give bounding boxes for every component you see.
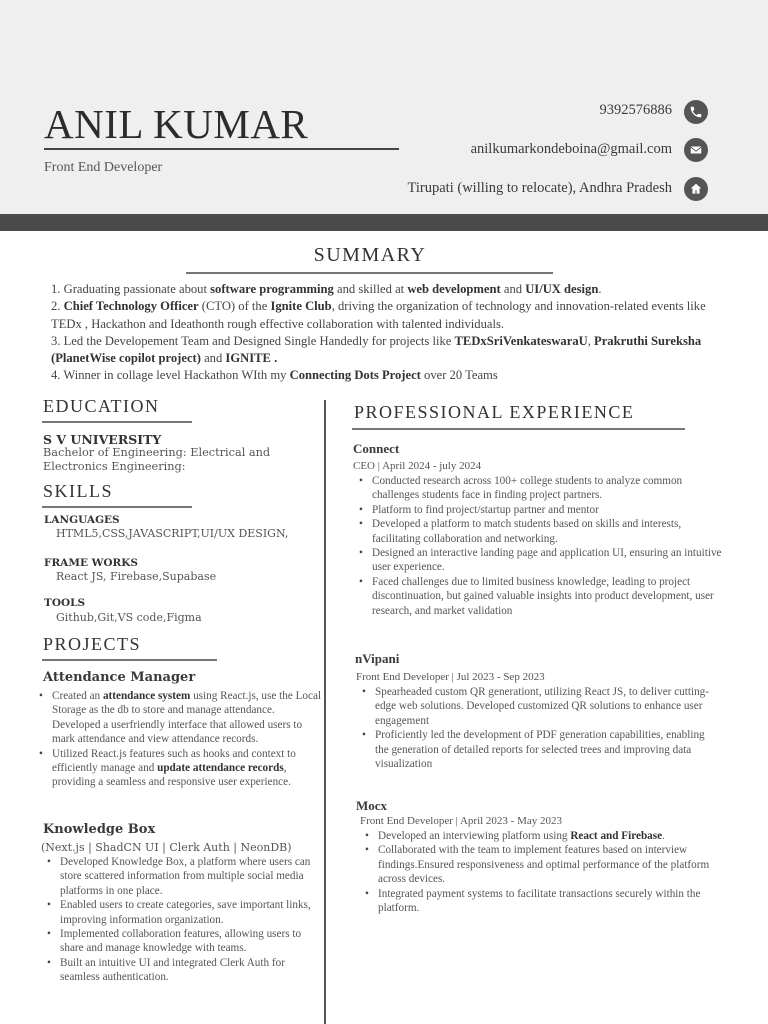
phone-icon (684, 100, 708, 124)
bullet-item (356, 575, 722, 618)
summary-underline (186, 272, 553, 274)
location-text: Tirupati (willing to relocate), Andhra Pradesh (407, 180, 672, 196)
bullet-item (359, 728, 719, 771)
bullet-item (362, 843, 722, 886)
emphasis-text: TEDxSriVenkateswaraU (454, 333, 588, 348)
summary-body (51, 281, 721, 385)
candidate-name: ANIL KUMAR (44, 101, 309, 147)
emphasis-text: React and Firebase (570, 830, 663, 842)
skill-group-label: FRAME WORKS (44, 557, 138, 569)
body-text: Developed a platform to match students based on skills and interests, facilitating collaboration and networking. (372, 518, 682, 545)
body-text: 1. Graduating passionate about (51, 282, 211, 296)
emphasis-text: UI/UX design (525, 282, 599, 296)
summary-item (51, 298, 721, 333)
body-text: Created an (52, 690, 103, 702)
skill-group-label: TOOLS (44, 597, 86, 609)
bullet-item (36, 689, 322, 747)
bullet-item (359, 685, 719, 728)
project-bullets (36, 689, 322, 790)
summary-item (51, 333, 721, 368)
job-bullets (356, 474, 722, 618)
body-text: and (500, 282, 526, 296)
body-text: Proficiently led the development of PDF generation capabilities, enabling the generation of detailed reports for selected trees and improving data visualization (375, 729, 705, 771)
job-company: Connect (353, 441, 400, 456)
project-bullets (44, 855, 322, 985)
body-text: Collaborated with the team to implement features based on interview findings.Ensured responsiveness and optimal performance of the platform across devices. (378, 844, 710, 886)
emphasis-text: attendance system (102, 690, 191, 702)
body-text: Platform to find project/startup partner and mentor (372, 503, 599, 516)
job-meta: Front End Developer | April 2023 - May 2023 (360, 815, 563, 827)
body-text: 2. (51, 299, 64, 314)
job-bullets (362, 829, 722, 915)
experience-heading: PROFESSIONAL EXPERIENCE (354, 402, 635, 422)
body-text: 3. Led the Developement Team and Designed Single Handedly for projects like (51, 333, 455, 348)
emphasis-text: software programming (210, 282, 334, 296)
projects-underline (42, 659, 217, 661)
body-text: . (598, 282, 602, 296)
bullet-item (356, 546, 722, 575)
job-role: Front End Developer (44, 160, 163, 175)
body-text: Enabled users to create categories, save important links, improving information organization. (60, 899, 311, 926)
emphasis-text: IGNITE . (225, 351, 278, 366)
emphasis-text: Chief Technology Officer (63, 299, 199, 314)
education-underline (42, 421, 192, 423)
body-text: Designed an interactive landing page and application UI, ensuring an intuitive user experience. (372, 547, 722, 574)
education-heading: EDUCATION (43, 396, 160, 416)
body-text: (CTO) of the (198, 299, 271, 314)
projects-heading: PROJECTS (43, 634, 142, 654)
skill-group-value: React JS, Firebase,Supabase (56, 570, 217, 583)
header-divider-bar (0, 214, 768, 231)
email-text[interactable]: anilkumarkondeboina@gmail.com (470, 141, 672, 157)
body-text: , driving the organization of technology and innovation-related events like TEDx , Hackathon and Ideathonth rough effective collaboration with talented individuals. (51, 299, 706, 331)
job-meta: CEO | April 2024 - july 2024 (353, 460, 482, 472)
skill-group-value: Github,Git,VS code,Figma (56, 611, 202, 624)
body-text: Built an intuitive UI and integrated Clerk Auth for seamless authentication. (60, 956, 285, 984)
emphasis-text: update attendance records (157, 762, 284, 775)
job-meta: Front End Developer | Jul 2023 - Sep 2023 (356, 671, 545, 683)
body-text: Implemented collaboration features, allowing users to share and manage knowledge with teams. (60, 928, 302, 955)
project-stack: (Next.js | ShadCN UI | Clerk Auth | NeonDB) (41, 841, 292, 854)
emphasis-text: web development (407, 282, 501, 296)
skill-group-label: LANGUAGES (44, 514, 120, 526)
skill-group-value: HTML5,CSS,JAVASCRIPT,UI/UX DESIGN, (56, 527, 289, 540)
phone-text: 9392576886 (599, 102, 672, 118)
mail-icon (684, 138, 708, 162)
body-text: 4. Winner in collage level Hackathon WIth my (51, 368, 290, 383)
body-text: Developed Knowledge Box, a platform where users can store scattered information from multiple social media platforms in one place. (60, 856, 311, 897)
project-title: Attendance Manager (43, 670, 196, 685)
emphasis-text: Prakruthi Sureksha (PlanetWise copilot project) (51, 333, 702, 366)
bullet-item (36, 747, 322, 790)
job-company: Mocx (356, 798, 388, 813)
body-text: and (200, 351, 226, 366)
skills-underline (42, 506, 192, 508)
body-text: Developed an interviewing platform using (378, 830, 571, 842)
bullet-item (44, 927, 322, 956)
body-text: Utilized React.js features such as hooks and context to efficiently manage and (52, 747, 296, 775)
body-text: over 20 Teams (420, 368, 498, 383)
home-icon (684, 177, 708, 201)
bullet-item (356, 517, 722, 546)
body-text: Spearheaded custom QR generationt, utilizing React JS, to deliver cutting-edge web solutions. Developed customized QR solutions to enhance user engagement (375, 686, 709, 727)
summary-item (51, 281, 721, 298)
name-underline (44, 148, 399, 150)
body-text: . (662, 830, 665, 842)
body-text: , (587, 333, 595, 348)
bullet-item (44, 855, 322, 898)
university-name: S V UNIVERSITY (43, 432, 162, 447)
column-divider (324, 400, 326, 1024)
body-text: using React.js, use the Local Storage as the db to store and manage attendance. Developed a userfriendly interface that allowed users to mark attendance and view attendance records. (52, 690, 322, 746)
skills-heading: SKILLS (43, 481, 114, 501)
emphasis-text: Ignite Club (270, 299, 332, 314)
bullet-item (356, 503, 722, 517)
body-text: and skilled at (333, 282, 408, 296)
body-text: Integrated payment systems to facilitate transactions securely within the platform. (378, 887, 701, 915)
body-text: Faced challenges due to limited business knowledge, leading to project discontinuation, but gained valuable insights into product development, user research, and market validation (372, 575, 714, 617)
bullet-item (362, 887, 722, 916)
bullet-item (44, 956, 322, 985)
degree-text: Bachelor of Engineering: Electrical and Electronics Engineering: (43, 446, 271, 473)
emphasis-text: Connecting Dots Project (289, 368, 421, 383)
job-company: nVipani (355, 651, 400, 666)
experience-underline (352, 428, 685, 430)
summary-item (51, 367, 721, 384)
summary-heading: SUMMARY (313, 244, 427, 266)
bullet-item (356, 474, 722, 503)
bullet-item (44, 898, 322, 927)
job-bullets (359, 685, 719, 771)
body-text: , providing a seamless and responsive user experience. (52, 762, 291, 789)
body-text: Conducted research across 100+ college students to analyze common challenges students face in finding project partners. (372, 475, 683, 502)
bullet-item (362, 829, 722, 843)
project-title: Knowledge Box (43, 822, 156, 837)
